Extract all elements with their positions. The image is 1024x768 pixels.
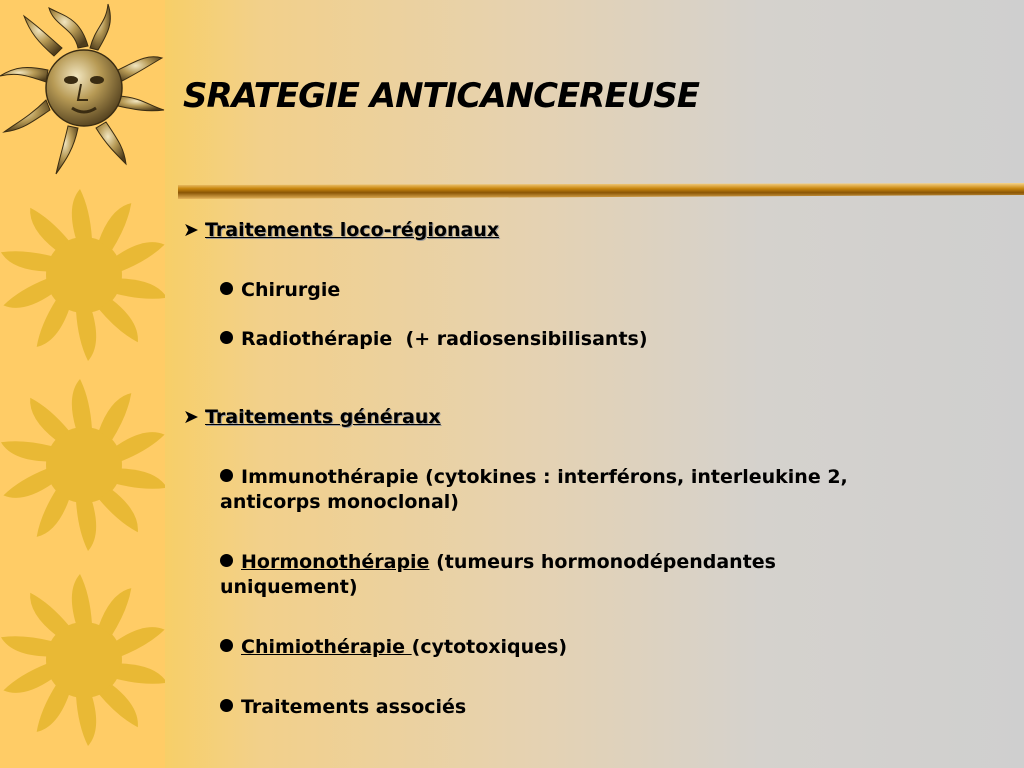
list-item: Hormonothérapie (tumeurs hormonodépendantes xyxy=(220,550,776,575)
list-item-continuation: uniquement) xyxy=(220,576,358,598)
list-item: Chirurgie xyxy=(220,278,340,303)
slide-title: SRATEGIE ANTICANCEREUSE xyxy=(183,76,700,116)
list-item: Immunothérapie (cytokines : interférons, interleukine 2, xyxy=(220,465,848,490)
bullet-icon xyxy=(220,639,233,652)
section-heading-loco-regional: ➤ Traitements loco-régionaux xyxy=(183,219,500,241)
bullet-icon xyxy=(220,331,233,344)
list-item: Radiothérapie (+ radiosensibilisants) xyxy=(220,327,648,352)
bullet-icon xyxy=(220,469,233,482)
sun-icon xyxy=(0,370,165,560)
bullet-icon xyxy=(220,554,233,567)
arrow-icon: ➤ xyxy=(183,219,199,241)
sun-icon xyxy=(0,180,165,370)
hormonotherapie-link[interactable]: Hormonothérapie xyxy=(241,551,430,573)
metal-sun-icon xyxy=(0,0,165,180)
section-heading-generaux: ➤ Traitements généraux xyxy=(183,406,441,428)
sun-icon xyxy=(0,560,165,768)
list-item: Chimiothérapie (cytotoxiques) xyxy=(220,635,567,660)
title-divider xyxy=(178,183,1024,201)
list-item-continuation: anticorps monoclonal) xyxy=(220,491,459,513)
list-item: Traitements associés xyxy=(220,695,466,720)
chimiotherapie-link[interactable]: Chimiothérapie xyxy=(241,636,412,658)
bullet-icon xyxy=(220,699,233,712)
arrow-icon: ➤ xyxy=(183,406,199,428)
decorative-band xyxy=(0,0,165,768)
bullet-icon xyxy=(220,282,233,295)
